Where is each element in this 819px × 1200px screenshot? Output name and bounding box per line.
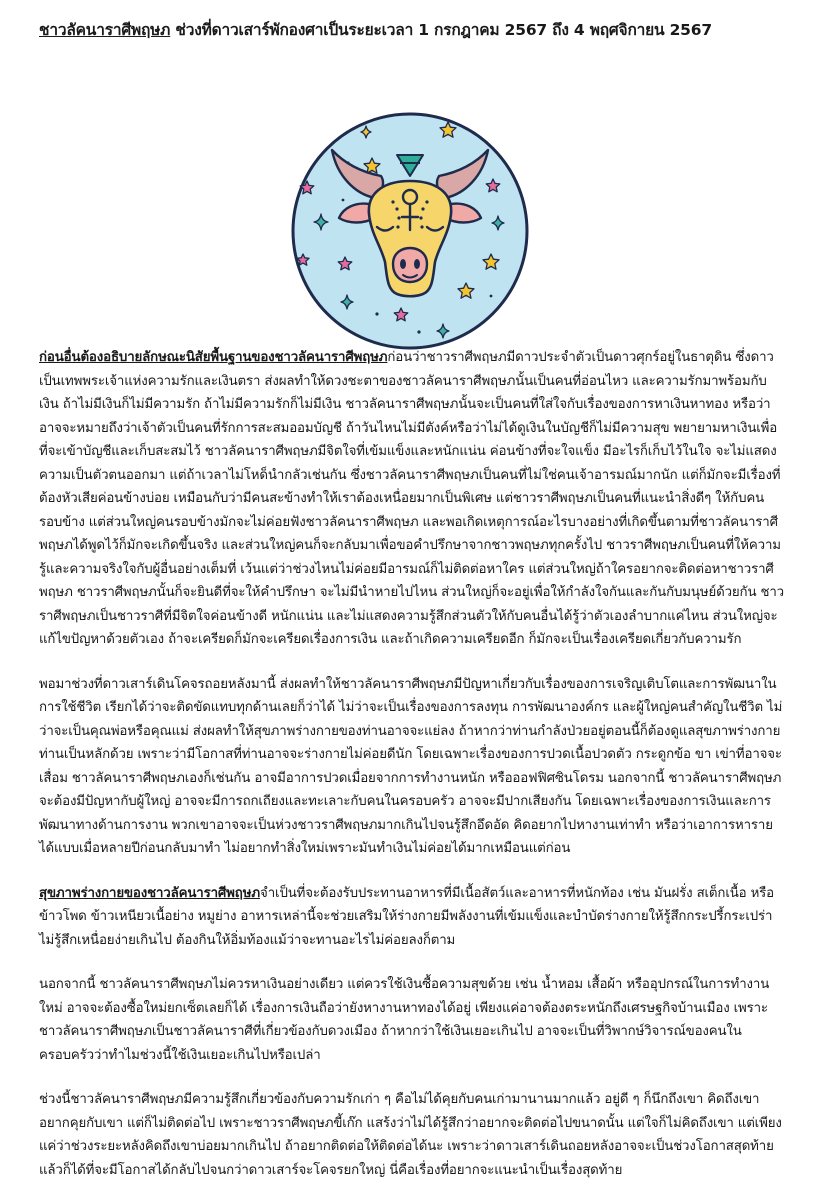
paragraph-3-text: จำเป็นที่จะต้องรับประทานอาหารที่มีเนื้อสัตว์และอาหารที่หนักท้อง เช่น มันฝรั่ง สเต็กเนื้อ หรือข้าวโพด ข้าวเหนียวเนื้อย่าง หมูย่าง อาหารเหล่านี้จะช่วยเสริมให้ร่างกายมีพลังงานที่เข้มแข็งและบำบัดร่างกายให้รู้สึกกระปรี้กระเปร่า ไม่รู้สึกเหนื่อยง่ายเกินไป ต้องกินให้อิ่มท้องแม้ว่าจะทานอะไรไม่ค่อยลงก็ตาม bbox=[39, 885, 775, 948]
page-title bbox=[39, 18, 799, 42]
paragraph-4 bbox=[39, 973, 784, 1067]
left-nostril bbox=[400, 259, 406, 269]
paragraph-5-text: ช่วงนี้ชาวลัคนาราศีพฤษภมีความรู้สึกเกี่ยวข้องกับความรักเก่า ๆ คือไม่ได้คุยกับคนเก่ามานานมากแล้ว อยู่ดี ๆ ก็นึกถึงเขา คิดถึงเขา อยากคุยกับเขา แต่ก็ไม่ติดต่อไป เพราะชาวราศีพฤษภขี้เก๊ก แสร้งว่าไม่ได้รู้สึกว่าอยากจะติดต่อไปขนาดนั้น แต่ใจก็ไม่คิดถึงเขา แต่เพียงแค่ว่าช่วงระยะหลังคิดถึงเขาบ่อยมากเกินไป ถ้าอยากติดต่อให้ติดต่อได้นะ เพราะว่าดาวเสาร์เดินถอยหลังอาจจะเป็นช่วงโอกาสสุดท้าย แล้วก็ได้ที่จะมีโอกาสได้กลับไปจนกว่าดาวเสาร์จะโคจรยกใหญ่ นี่คือเรื่องที่อยากจะแนะนำเป็นเรื่องสุดท้าย bbox=[39, 1092, 782, 1178]
paragraph-1 bbox=[39, 346, 784, 652]
article-body bbox=[39, 346, 784, 1200]
taurus-bull-icon bbox=[285, 106, 535, 356]
paragraph-4-text: นอกจากนี้ ชาวลัคนาราศีพฤษภไม่ควรหาเงินอย่างเดียว แต่ควรใช้เงินซื้อความสุขด้วย เช่น น้ำหอม เสื้อผ้า หรืออุปกรณ์ในการทำงานใหม่ อาจจะต้องซื้อใหม่ยกเซ็ตเลยก็ได้ เรื่องการเงินถือว่ายังหางานหาทองได้อยู่ เพียงแค่อาจต้องตระหนักถึงเศรษฐกิจบ้านเมือง เพราะชาวลัคนาราศีพฤษภเป็นชาวลัคนาราศีที่เกี่ยวข้องกับดวงเมือง ถ้าหากว่าใช้เงินเยอะเกินไป อาจจะเป็นที่วิพากษ์วิจารณ์ของคนในครอบครัวว่าทำไมช่วงนี้ใช้เงินเยอะเกินไปหรือเปล่า bbox=[39, 977, 770, 1063]
title-sign: ชาวลัคนาราศีพฤษภ bbox=[39, 21, 171, 39]
paragraph-5 bbox=[39, 1088, 784, 1182]
paragraph-2 bbox=[39, 673, 784, 861]
paragraph-3-lead: สุขภาพร่างกายของชาวลัคนาราศีพฤษภ bbox=[39, 885, 260, 901]
title-rest: ช่วงที่ดาวเสาร์พักองศาเป็นระยะเวลา 1 กรกฎาคม 2567 ถึง 4 พฤศจิกายน 2567 bbox=[170, 21, 712, 39]
paragraph-1-text: ก่อนว่าชาวราศีพฤษภมีดาวประจำตัวเป็นดาวศุกร์อยู่ในธาตุดิน ซึ่งดาวเป็นเทพพระเจ้าแห่งความรักและเงินตรา ส่งผลทำให้ดวงชะตาของชาวลัคนาราศีพฤษภนั้นเป็นคนที่อ่อนไหว และความรักมาพร้อมกับเงิน ถ้าไม่มีเงินก็ไม่มีความรัก ถ้าไม่มีความรักก็ไม่มีเงิน ชาวลัคนาราศีพฤษภนั้นจะเป็นคนที่ใส่ใจกับเรื่องของการหาเงินหาทอง หรือว่าอาจจะหมายถึงว่าเจ้าตัวเป็นคนที่รักการสะสมออมบัญชี ถ้าวันไหนไม่มีตังค์หรือว่าไม่ได้ดูเงินในบัญชีก็ไม่มีความสุข พยายามหาเงินเพื่อที่จะเข้าบัญชีและเก็บสะสมไว้ ชาวลัคนาราศีพฤษภมีจิตใจที่เข้มแข็งและหนักแน่น ค่อนข้างที่จะใจแข็ง มีอะไรก็เก็บไว้ในใจ จะไม่แสดงความเป็นตัวตนออกมา แต่ถ้าเวลาไม่โหด็นำกลัวเช่นกัน ซึ่งชาวลัคนาราศีพฤษภเป็นคนที่ไม่ใช่คนเจ้าอารมณ์มากนัก แต่ก็มักจะมีเรื่องที่ต้องหัวเสียค่อนข้างบ่อย เหมือนกับว่ามีคนสะข้างทำให้เราต้องเหนื่อยมากเป็นพิเศษ แต่ชาวราศีพฤษภเป็นคนที่แนะนำสิ่งดีๆ ให้กับคนรอบข้าง แต่ส่วนใหญ่คนรอบข้างมักจะไม่ค่อยฟังชาวลัคนาราศีพฤษภ และพอเกิดเหตุการณ์อะไรบางอย่างที่เกิดขึ้นตามที่ชาวลัคนาราศีพฤษภได้พูดไว้ก็มักจะเกิดขึ้นจริง และส่วนใหญ่คนก็จะกลับมาเพื่อขอคำปรึกษาจากชาวพฤษภทุกครั้งไป ชาวราศีพฤษภเป็นคนที่ให้ความรู้และความจริงใจกับผู้อื่นอย่างเต็มที่ เว้นแต่ว่าช่วงไหนไม่ค่อยมีอารมณ์ก็ไม่ติดต่อหาใคร แต่ส่วนใหญ่ถ้าใครอยากจะติดต่อหาชาวราศีพฤษภ ชาวราศีพฤษภนั้นก็จะยินดีที่จะให้คำปรึกษา จะไม่มีนำหายไปไหน ส่วนใหญ่ก็จะอยู่เพื่อให้กำลังใจกันและกันกับมนุษย์ด้วยกัน ชาวราศีพฤษภเป็นชาวราศีที่มีจิตใจค่อนข้างดี หนักแน่น และไม่แสดงความรู้สึกส่วนตัวให้กับคนอื่นได้รู้ว่าตัวเองลำบากแค่ไหน ส่วนใหญ่จะแก้ไขปัญหาด้วยตัวเอง ถ้าจะเครียดก็มักจะเครียดเรื่องการเงิน และถ้าเกิดความเครียดอีก ก็มักจะเป็นเรื่องเครียดเกี่ยวกับความรัก bbox=[39, 350, 784, 647]
paragraph-1-lead: ก่อนอื่นต้องอธิบายลักษณะนิสัยพื้นฐานของชาวลัคนาราศีพฤษภ bbox=[39, 350, 388, 365]
paragraph-2-text: พอมาช่วงที่ดาวเสาร์เดินโคจรถอยหลังมานี้ ส่งผลทำให้ชาวลัคนาราศีพฤษภมีปัญหาเกี่ยวกับเรื่องของการเจริญเติบโตและการพัฒนาในการใช้ชีวิต เรียกได้ว่าจะติดขัดแทบทุกด้านเลยก็ว่าได้ ไม่ว่าจะเป็นเรื่องของการลงทุน การพัฒนาองค์กร และผู้ใหญ่คนสำคัญในชีวิต ไม่ว่าจะเป็นคุณพ่อหรือคุณแม่ ส่งผลทำให้สุขภาพร่างกายของท่านอาจจะแย่ลง ถ้าหากว่าท่านกำลังป่วยอยู่ตอนนี้ก็ต้องดูแลสุขภาพร่างกายท่านเป็นหลักด้วย เพราะว่ามีโอกาสที่ท่านอาจจะร่างกายไม่ค่อยดีนัก โดยเฉพาะเรื่องของการปวดเนื้อปวดตัว กระดูกข้อ ขา เข่าที่อาจจะเสื่อม ชาวลัคนาราศีพฤษภเองก็เช่นกัน อาจมีอาการปวดเมื่อยจากการทำงานหนัก หรือออฟฟิศซินโดรม นอกจากนี้ ชาวลัคนาราศีพฤษภจะต้องมีปัญหากับผู้ใหญ่ อาจจะมีการถกเถียงและทะเลาะกับคนในครอบครัว อาจจะมีปากเสียงกัน โดยเฉพาะเรื่องของการเงินและการพัฒนาทางด้านการงาน พวกเขาอาจจะเป็นห่วงชาวราศีพฤษภมากเกินไปจนรู้สึกอึดอัด คิดอยากไปหางานเท่าทำ หรือว่าเอาการหารายได้แบบเมื่อหลายปีก่อนกลับมาทำ ไม่อยากทำสิ่งใหม่เพราะมันทำเงินไม่ค่อยได้มากเหมือนแต่ก่อน bbox=[39, 676, 783, 856]
paragraph-3 bbox=[39, 882, 784, 953]
right-nostril bbox=[414, 259, 420, 269]
